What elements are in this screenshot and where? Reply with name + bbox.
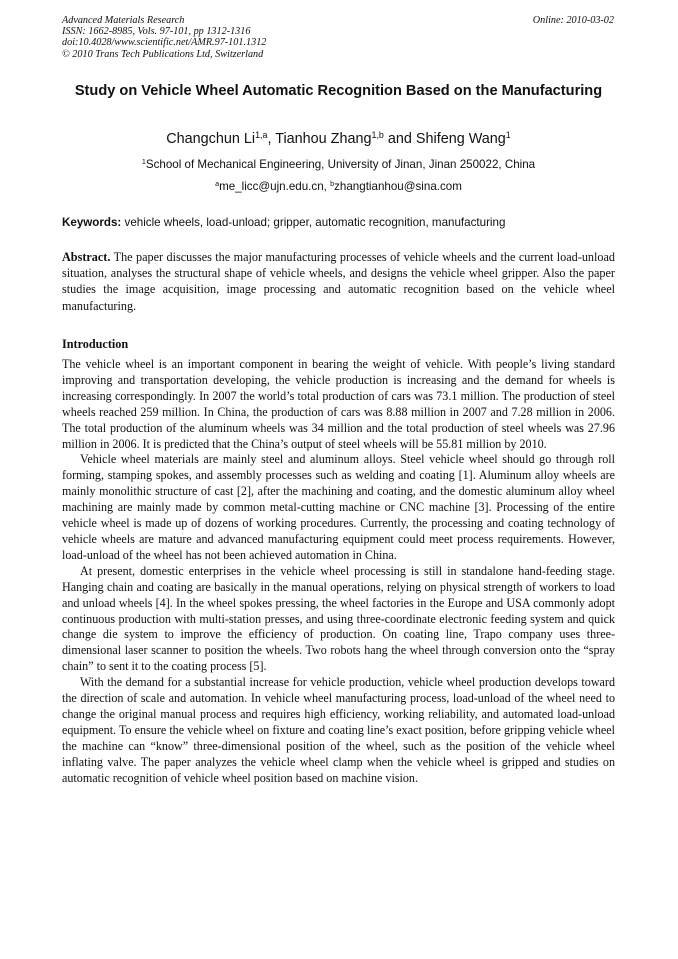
author-name: Shifeng Wang xyxy=(415,131,506,147)
email-address: zhangtianhou@sina.com xyxy=(334,180,462,193)
affiliation-mark: 1 xyxy=(141,157,146,167)
email-separator: , xyxy=(323,180,331,193)
keywords-text: vehicle wheels, load-unload; gripper, automatic recognition, manufacturing xyxy=(124,216,506,229)
author-separator: and xyxy=(383,131,416,147)
email-address: me_licc@ujn.edu.cn xyxy=(219,180,324,193)
journal-header xyxy=(62,15,266,60)
email-list xyxy=(62,179,615,194)
copyright-line: © 2010 Trans Tech Publications Ltd, Switzerland xyxy=(62,48,264,60)
affiliation xyxy=(62,157,615,172)
author-separator: , xyxy=(267,131,276,147)
email-mark: a xyxy=(215,179,220,189)
journal-name: Advanced Materials Research xyxy=(62,15,185,26)
paragraph: At present, domestic enterprises in the vehicle wheel processing is still in standalone hand-feeding stage. Hanging chain and coating are basically in the manual operations, relying on physical strength of workers to load and unload wheels [4]. In the wheel spokes pressing, the wheel factories in the Europe and USA commonly adopt continuous production with multi-station presses, and using three-coordinate electronic feeding system and quick change die system to improve the efficiency of production. On coating line, Trapo company uses three-dimensional laser scanner to position the wheels. Two robots hang the wheel through conversion onto the “spray chain” to sent it to the coating process [5]. xyxy=(62,563,615,674)
doi-line: doi:10.4028/www.scientific.net/AMR.97-101.1312 xyxy=(62,37,267,49)
abstract xyxy=(62,249,615,314)
keywords-label: Keywords: xyxy=(62,216,122,229)
author-affiliation-mark: 1,b xyxy=(371,130,384,141)
paragraph: With the demand for a substantial increase for vehicle production, vehicle wheel production develops toward the direction of scale and automation. In vehicle wheel manufacturing process, load-unload of the wheel need to change the original manual process and requires high efficiency, working reliability, and automated load-unload equipment. To ensure the vehicle wheel on fixture and coating line’s exact position, before gripping vehicle wheel the machine can “know” three-dimensional position of the wheel, such as the position of the vehicle wheel inflating valve. The paper analyzes the vehicle wheel clamp when the vehicle wheel is gripped and studies on automatic recognition of vehicle wheel position based on machine vision. xyxy=(62,675,615,785)
author-list xyxy=(62,130,615,148)
email-mark: b xyxy=(330,179,335,189)
online-date: Online: 2010-03-02 xyxy=(532,15,614,26)
abstract-label: Abstract. xyxy=(62,250,111,264)
author-affiliation-mark: 1 xyxy=(505,130,511,141)
paragraph: Vehicle wheel materials are mainly steel and aluminum alloys. Steel vehicle wheel should go through roll forming, stamping spokes, and assembly processes such as welding and coating [1]. Aluminum alloy wheels are mainly monolithic structure of cast [2], after the machining and coating, and the domestic aluminum alloy wheel machining are mainly made by common metal-cutting machine or CNC machine [3]. Processing of the entire vehicle wheel is made up of dozens of working procedures. Currently, the processing and coating technology of vehicle wheels are mature and advanced manufacturing equipment could meet process requirements. However, load-unload of the wheel has not been achieved automation in China. xyxy=(62,452,615,562)
affiliation-text: School of Mechanical Engineering, University of Jinan, Jinan 250022, China xyxy=(145,158,536,171)
author-name: Tianhou Zhang xyxy=(275,131,372,147)
paper-title: Study on Vehicle Wheel Automatic Recognition Based on the Manufacturing xyxy=(74,83,603,99)
section-heading-introduction: Introduction xyxy=(62,337,129,351)
abstract-text: The paper discusses the major manufacturing processes of vehicle wheels and the current load-unload situation, analyses the structural shape of vehicle wheels, and designs the vehicle wheel gripper. Also the paper studies the image acquisition, image processing and automatic recognition based on the vehicle wheel manufacturing. xyxy=(62,250,616,313)
paragraph: The vehicle wheel is an important component in bearing the weight of vehicle. With people’s living standard improving and transportation developing, the vehicle production is increasing and the demand for wheels is increasing correspondingly. In 2007 the world’s total production of cars was 73.1 million. The production of steel wheels reached 259 million. In China, the production of cars was 8.88 million in 2007 and 7.28 million in 2006. The total production of the aluminum wheels was 34 million and the total production of steel wheels was 27.96 million in 2006. It is predicted that the China’s output of steel wheels will be 55.81 million by 2010. xyxy=(62,357,615,451)
introduction-body xyxy=(62,357,615,786)
author-name: Changchun Li xyxy=(166,131,256,147)
author-affiliation-mark: 1,a xyxy=(255,130,268,141)
issn-line: ISSN: 1662-8985, Vols. 97-101, pp 1312-1316 xyxy=(62,26,251,38)
keywords xyxy=(62,215,615,230)
